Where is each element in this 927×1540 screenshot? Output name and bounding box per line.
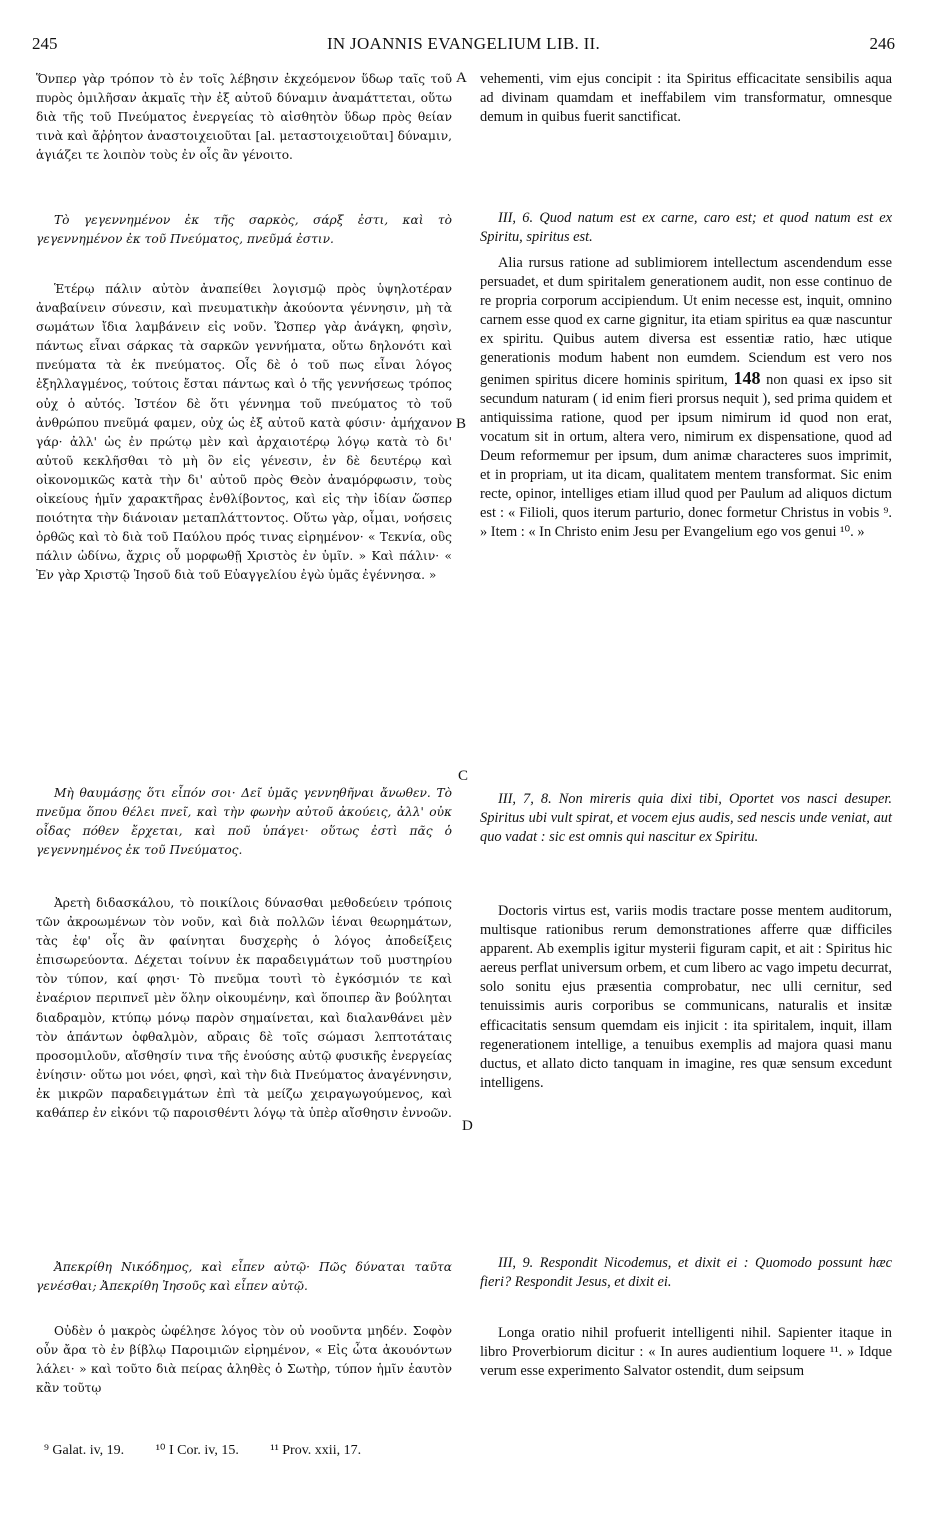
footnote: ¹¹ Prov. xxii, 17. xyxy=(270,1443,362,1458)
greek-paragraph: Οὐδὲν ὁ μακρὸς ὠφέλησε λόγος τὸν οὐ νοοῦντα μηδέν. Σοφὸν οὖν ἄρα τὸ ἐν βίβλῳ Παροιμιῶν εἰρημένον, « Εἰς ὦτα ἀκουόντων λάλει· » καὶ τοῦτο διὰ πείρας ἀληθὲς ὁ Σωτὴρ, τύπον ἡμῖν ἑαυτὸν κἂν τοῦτῳ xyxy=(36,1324,452,1396)
margin-marker-d: D xyxy=(462,1118,473,1134)
margin-marker-a: A xyxy=(456,70,467,86)
latin-lemma: III, 7, 8. Non mireris quia dixi tibi, Oportet vos nasci desuper. Spiritus ubi vult spirat, et vocem ejus audis, sed nescis unde veniat, aut quo vadat : sic est omnis qui nascitur ex Spiritu. xyxy=(480,791,892,846)
greek-paragraph: Ἀρετὴ διδασκάλου, τὸ ποικίλοις δύνασθαι μεθοδεύειν τρόποις τῶν ἀκροωμένων τὸν νοῦν, καὶ διὰ πολλῶν ἰέναι θεωρημάτων, τὰς ἐφ' οἷς ἂν φαίνηται δυσχερὴς ὁ λόγος ἀποδείξεις ἐπισωρεύοντα. Δέχεται τοίνυν ἐκ παραδειγμάτων τοῦ μυστηρίου τὸν τύπον, καί φησι· Τὸ πνεῦμα τουτὶ τὸ ἐγκόσμιόν τε καὶ ἐναέριον περιπνεῖ μὲν ὅλην οἰκουμένην, καὶ ὅποιπερ ἂν βούληται διαδραμὸν, κτύπῳ μόνῳ παρὸν σημαίνεται, καὶ διαλανθάνει μὲν τὸν ἁπάντων ὀφθαλμὸν, αὔραις δὲ τοῖς σώμασι λεπτοτάταις προσομιλοῦν, αἴσθησίν τινα τῆς ἑνούσης αὐτῷ φυσικῆς ἐνεργείας ἐνίησιν· οὕτω μοι νόει, φησὶ, καὶ τὴν διὰ Πνεύματος ἀναγέννησιν, ἐκ μικρῶν παραδειγμάτων ἐπὶ τὰ μείζω χειραγωγούμενος, καὶ καθάπερ ἐν εἰκόνι τῷ παροισθέντι λόγῳ τὰ ὑπὲρ αἴσθησιν ἐννοῶν. xyxy=(36,896,452,1121)
greek-paragraph: Ἑτέρῳ πάλιν αὐτὸν ἀναπείθει λογισμῷ πρὸς ὑψηλοτέραν ἀναβαίνειν σύνεσιν, καὶ πνευματικὴν ἀκούοντα γέννησιν, μὴ τὰ σωμάτων ἴδια λαμβάνειν εἰς νοῦν. Ὥσπερ γὰρ ἀνάγκη, φησὶν, πάντως εἶναι σάρκας τὰ σαρκῶν γεννήματα, οὕτω δηλονότι καὶ πνεύματα τὰ ἐκ πνεύματος. Οἷς δὲ ὁ τοῦ πως εἶναι λόγος ἐξηλλαγμένος, τούτοις ἔσται πάντως καὶ ὁ τῆς γεννήσεως τρόπος οὐχ ὁ αὐτός. Ἰστέον δὲ ὅτι γέννημα τοῦ πνεύματος τὸ τοῦ ἀνθρώπου πνεῦμά φαμεν, οὐχ ὡς ἐξ αὐτοῦ κατὰ φύσιν· ἀμήχανον γάρ· ἀλλ' ὡς ἐν πρώτῳ μὲν καὶ ἀρχαιοτέρῳ λόγῳ κατὰ τὸ δι' αὐτοῦ κεκλῆσθαι τὸ μὴ ὂν εἰς γένεσιν, ἐν δὲ δευτέρῳ καὶ οἰκονομικῶς κατὰ τὴν δι' αὐτοῦ πρὸς Θεὸν ἀναμόρφωσιν, τοὺς οἰκείους ἡμῖν χαρακτῆρας ἐνθλίβοντος, καὶ εἰς τὴν ἰδίαν ὥσπερ ποιότητα τὴν διάνοιαν μεταπλάττοντος. Οὕτω γὰρ, οἶμαι, νοήσεις ὀρθῶς καὶ τὸ διὰ τοῦ Παύλου πρός τινας εἰρημένον· « Τεκνία, οὓς πάλιν ὠδίνω, ἄχρις οὗ μορφωθῇ Χριστὸς ἐν ὑμῖν. » Καὶ πάλιν· « Ἐν γὰρ Χριστῷ Ἰησοῦ διὰ τοῦ Εὐαγγελίου ἐγὼ ὑμᾶς ἐγέννησα. » xyxy=(36,282,452,583)
greek-lemma: Ἀπεκρίθη Νικόδημος, καὶ εἶπεν αὐτῷ· Πῶς δύναται ταῦτα γενέσθαι; Ἀπεκρίθη Ἰησοῦς καὶ εἶπεν αὐτῷ. xyxy=(36,1260,452,1294)
latin-paragraph xyxy=(480,254,892,542)
margin-marker-c: C xyxy=(458,768,469,784)
footnotes xyxy=(44,1442,644,1459)
margin-marker-b: B xyxy=(456,416,467,432)
footnote: ¹⁰ I Cor. iv, 15. xyxy=(155,1443,239,1458)
latin-paragraph: Longa oratio nihil profuerit intelligenti nihil. Sapienter itaque in libro Proverbiorum dicitur : « In aures audientium loquere ¹¹. » Idque verum esse experimento Salvator ostendit, dum seipsum xyxy=(480,1325,892,1380)
latin-text: Alia rursus ratione ad sublimiorem intellectum ascendendum esse persuadet, et dum spiritalem generationem audit, non esse continuo de re propria corporum accipiendum. Ut enim necesse est, inquit, omnino carnem esse quod ex carne gignitur, ita etiam spiritus ea quæ nascuntur ex spiritu. Quibus autem diversa est essentiæ ratio, hæc utique generationis modum habent non eumdem. Sciendum est vero nos genimen spiritus dicere hominis spiritum, xyxy=(480,255,892,388)
greek-lemma: Μὴ θαυμάσῃς ὅτι εἶπόν σοι· Δεῖ ὑμᾶς γεννηθῆναι ἄνωθεν. Τὸ πνεῦμα ὅπου θέλει πνεῖ, καὶ τὴν φωνὴν αὐτοῦ ἀκούεις, ἀλλ' οὐκ οἶδας πόθεν ἔρχεται, καὶ ποῦ ὑπάγει· οὕτως ἐστὶ πᾶς ὁ γεγεννημένος ἐκ τοῦ Πνεύματος. xyxy=(36,786,452,858)
greek-paragraph: Ὅνπερ γὰρ τρόπον τὸ ἐν τοῖς λέβησιν ἐκχεόμενον ὕδωρ ταῖς τοῦ πυρὸς ὁμιλῆσαν ἀκμαῖς τὴν ἐξ αὐτοῦ δύναμιν ἀναμάττεται, οὕτω διὰ τῆς τοῦ Πνεύματος ἐνεργείας τὸ αἰσθητὸν ὕδωρ πρὸς θείαν τινὰ καὶ ἄῤῥητον ἀναστοιχειοῦται [al. μεταστοιχειοῦται] δύναμιν, ἁγιάζει τε λοιπὸν τοὺς ἐν οἷς ἂν γένοιτο. xyxy=(36,72,452,163)
running-header xyxy=(32,34,895,58)
footnote: ⁹ Galat. iv, 19. xyxy=(44,1443,125,1458)
column-number: 148 xyxy=(733,367,761,388)
page-number-left: 245 xyxy=(32,34,58,53)
page-number-right: 246 xyxy=(869,34,895,53)
latin-paragraph: vehementi, vim ejus concipit : ita Spiritus efficacitate sensibilis aqua ad divinam quamdam et ineffabilem vim transformatur, omnesque demum in quibus fuerit sanctificat. xyxy=(480,71,892,126)
latin-text: non quasi ex ipso sit secundum naturam ( id enim fieri prorsus nequit ), sed prima quidem et antiquissima ratione, quod per ipsum nimirum id quod non erat, vocatum sit in ortum, altera vero, nimirum ex dispensatione, quod ad Deum reformemur per ipsum, dum animæ characteres suos imprimit, et in propriam, ut ita dicam, qualitatem mentem transformat. Sic enim recte, opinor, intelliges etiam illud quod per Paulum ad aliquos dictum est : « Filioli, quos iterum parturio, donec formetur Christus in vobis ⁹. » Item : « In Christo enim Jesu per Evangelium ego vos genui ¹⁰. » xyxy=(480,371,892,541)
latin-lemma: III, 9. Respondit Nicodemus, et dixit ei : Quomodo possunt hæc fieri? Respondit Jesus, et dixit ei. xyxy=(480,1255,892,1291)
latin-lemma: III, 6. Quod natum est ex carne, caro est; et quod natum est ex Spiritu, spiritus est. xyxy=(480,210,892,246)
running-title: IN JOANNIS EVANGELIUM LIB. II. xyxy=(326,34,601,53)
greek-lemma: Τὸ γεγεννημένον ἐκ τῆς σαρκὸς, σάρξ ἐστι, καὶ τὸ γεγεννημένον ἐκ τοῦ Πνεύματος, πνεῦμά ἐστιν. xyxy=(36,213,452,247)
latin-paragraph: Doctoris virtus est, variis modis tractare posse mentem auditorum, multisque rationibus rerum demonstrationes afferre quæ difficiles apparent. Ab exemplis igitur mysterii figuram capit, et ait : Spiritus hic aereus perflat universum orbem, et cum libero ac vago impetu decurrat, solo sonitu ejus præsentia comprobatur, nec ulli cernitur, sed tenuissimis auris corporibus se communicans, naturalis et insitæ efficacitatis sensum quemdam eis injicit : ita spiritalem, inquit, illam regenerationem intellige, a tenuibus exemplis ad majora quasi manu ductus, et allato dicto tanquam in imagine, res quæ sensum excedunt intelligens. xyxy=(480,903,892,1091)
